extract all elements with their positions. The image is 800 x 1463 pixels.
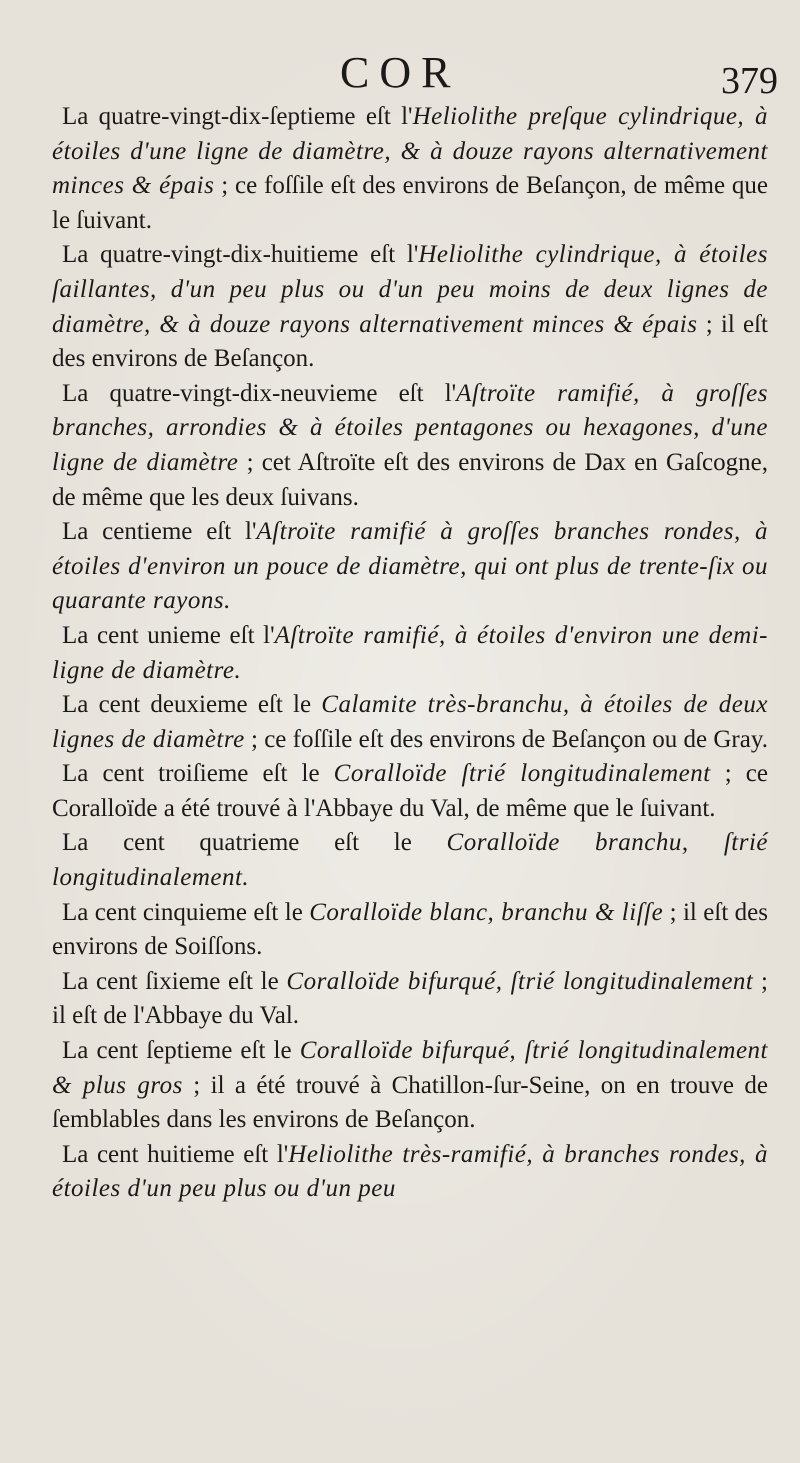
species-name: Coralloïde ſtrié longitudinalement xyxy=(333,760,711,788)
page-header xyxy=(0,48,800,108)
paragraph: La cent cinquieme eſt le Coralloïde blanc, branchu & liſſe ; il eſt des environs de Soiſſons. xyxy=(52,898,769,961)
paragraph: La cent deuxieme eſt le Calamite très-branchu, à étoiles de deux lignes de diamètre ; ce foſſile eſt des environs de Beſançon ou de Gray. xyxy=(52,691,768,753)
paragraph: La quatre-vingt-dix-huitieme eſt l'Heliolithe cylindrique, à étoiles ſaillantes, d'un peu plus ou d'un peu moins de deux lignes de diamètre, & à douze rayons alternativement minces & épais ; il eſt des environs de Beſançon. xyxy=(52,241,768,373)
paragraph: La cent quatrieme eſt le Coralloïde branchu, ſtrié longitudinalement. xyxy=(52,829,768,892)
species-name: Aſtroïte ramifié, à groſſes branches, arrondies & à étoiles pentagones ou hexagones, d'une ligne de diamètre xyxy=(52,379,769,476)
paragraph: La cent ſeptieme eſt le Coralloïde bifurqué, ſtrié longitudinalement & plus gros ; il a été trouvé à Chatillon-ſur-Seine, on en trouve de ſemblables dans les environs de Beſançon. xyxy=(52,1037,768,1134)
species-name: Coralloïde branchu, ſtrié longitudinalement. xyxy=(52,829,768,892)
paragraph: La cent ſixieme eſt le Coralloïde bifurqué, ſtrié longitudinalement ; il eſt de l'Abbaye du Val. xyxy=(52,967,768,1030)
species-name: Calamite très-branchu, à étoiles de deux lignes de diamètre xyxy=(52,691,768,753)
species-name: Coralloïde bifurqué, ſtrié longitudinalement & plus gros xyxy=(52,1037,768,1099)
paragraph: La quatre-vingt-dix-ſeptieme eſt l'Heliolithe preſque cylindrique, à étoiles d'une ligne de diamètre, & à douze rayons alternativement minces & épais ; ce foſſile eſt des environs de Beſançon, de même que le ſuivant. xyxy=(52,103,768,234)
paragraph: La cent huitieme eſt l'Heliolithe très-ramifié, à branches rondes, à étoiles d'un peu plus ou d'un peu xyxy=(52,1140,769,1203)
species-name: Heliolithe cylindrique, à étoiles ſaillantes, d'un peu plus ou d'un peu moins de deux lignes de diamètre, & à douze rayons alternativement minces & épais xyxy=(52,241,768,338)
paragraph: La quatre-vingt-dix-neuvieme eſt l'Aſtroïte ramifié, à groſſes branches, arrondies & à étoiles pentagones ou hexagones, d'une ligne de diamètre ; cet Aſtroïte eſt des environs de Dax en Gaſcogne, de même que les deux ſuivans. xyxy=(52,379,769,511)
paragraph: La centieme eſt l'Aſtroïte ramifié à groſſes branches rondes, à étoiles d'environ un pouce de diamètre, qui ont plus de trente-ſix ou quarante rayons. xyxy=(52,518,768,615)
species-name: Coralloïde blanc, branchu & liſſe xyxy=(309,898,664,926)
paragraph: La cent troiſieme eſt le Coralloïde ſtrié longitudinalement ; ce Coralloïde a été trouvé à l'Abbaye du Val, de même que le ſuivant. xyxy=(52,760,768,822)
running-head: COR xyxy=(340,48,461,97)
species-name: Coralloïde bifurqué, ſtrié longitudinalement xyxy=(286,967,754,995)
species-name: Aſtroïte ramifié, à étoiles d'environ une demi-ligne de diamètre. xyxy=(52,621,768,684)
species-name: Heliolithe preſque cylindrique, à étoiles d'une ligne de diamètre, & à douze rayons alternativement minces & épais xyxy=(52,103,768,200)
page-number: 379 xyxy=(721,60,778,102)
paragraph: La cent unieme eſt l'Aſtroïte ramifié, à étoiles d'environ une demi-ligne de diamètre. xyxy=(52,621,768,684)
body-text xyxy=(52,100,768,1207)
species-name: Heliolithe très-ramifié, à branches rondes, à étoiles d'un peu plus ou d'un peu xyxy=(52,1140,769,1203)
species-name: Aſtroïte ramifié à groſſes branches rondes, à étoiles d'environ un pouce de diamètre, qui ont plus de trente-ſix ou quarante rayons. xyxy=(52,518,768,615)
